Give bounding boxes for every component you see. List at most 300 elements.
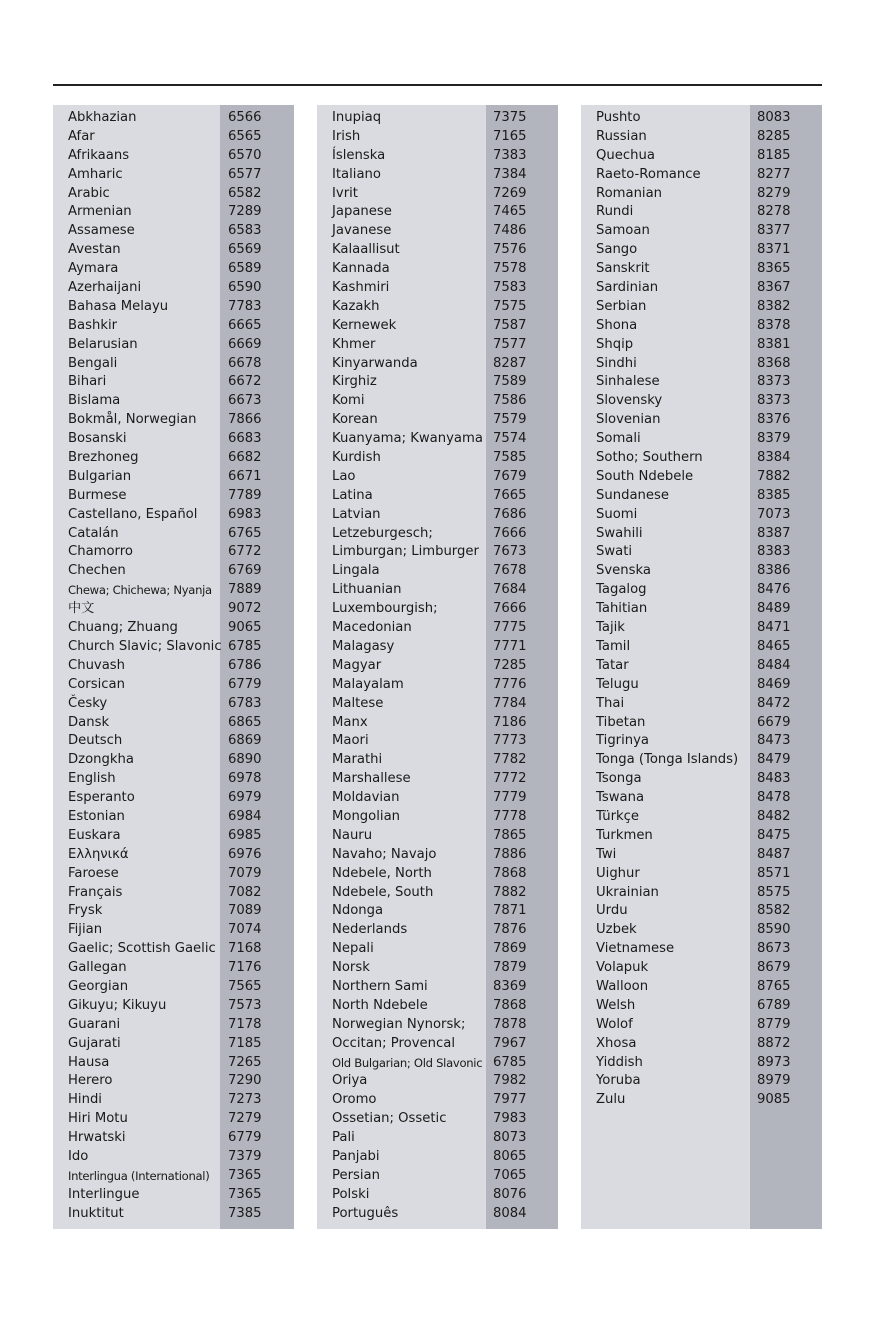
language-code: 6869 xyxy=(228,733,262,749)
language-name: Luxembourgish; xyxy=(332,601,438,617)
language-code: 7289 xyxy=(228,204,262,220)
language-row xyxy=(53,619,294,638)
language-code: 7982 xyxy=(493,1073,527,1089)
language-row xyxy=(581,978,822,997)
language-code: 8489 xyxy=(757,601,791,617)
language-code: 8471 xyxy=(757,620,791,636)
language-code: 8476 xyxy=(757,582,791,598)
language-name: Javanese xyxy=(332,223,392,239)
language-name: Interlingua (International) xyxy=(68,1168,210,1183)
language-name: Inupiaq xyxy=(332,110,382,125)
language-code: 8673 xyxy=(757,941,791,957)
language-name: Somali xyxy=(596,431,641,447)
language-row xyxy=(317,449,558,468)
language-name: Kalaallisut xyxy=(332,242,400,258)
language-row xyxy=(317,525,558,544)
language-row xyxy=(317,1054,558,1073)
language-row xyxy=(317,373,558,392)
language-name: Kurdish xyxy=(332,450,381,466)
language-row xyxy=(581,808,822,827)
language-row xyxy=(317,411,558,430)
language-name: Quechua xyxy=(596,147,655,163)
language-name: Armenian xyxy=(68,204,132,220)
language-name: Bengali xyxy=(68,355,118,371)
language-row xyxy=(317,884,558,903)
language-row xyxy=(581,600,822,619)
language-code: 7779 xyxy=(493,790,527,806)
language-list xyxy=(317,109,558,1224)
language-name: Amharic xyxy=(68,166,123,182)
language-code: 8571 xyxy=(757,865,791,881)
language-name: Abkhazian xyxy=(68,110,137,125)
language-code: 7574 xyxy=(493,431,527,447)
language-code: 7778 xyxy=(493,808,527,824)
language-row xyxy=(53,846,294,865)
language-name: Uighur xyxy=(596,865,640,881)
language-code: 8285 xyxy=(757,128,791,144)
language-code: 8367 xyxy=(757,280,791,296)
language-row xyxy=(581,1054,822,1073)
language-name: Maltese xyxy=(332,695,384,711)
language-code: 7772 xyxy=(493,771,527,787)
language-name: Uzbek xyxy=(596,922,637,938)
language-code: 8277 xyxy=(757,166,791,182)
language-code: 7871 xyxy=(493,903,527,919)
language-code: 7365 xyxy=(228,1186,262,1202)
language-name: Herero xyxy=(68,1073,113,1089)
language-row xyxy=(53,1205,294,1224)
language-code: 6786 xyxy=(228,657,262,673)
language-code: 8483 xyxy=(757,771,791,787)
language-row xyxy=(317,1091,558,1110)
language-name: Sango xyxy=(596,242,638,258)
language-name: Bosanski xyxy=(68,431,127,447)
language-code: 7784 xyxy=(493,695,527,711)
language-name: Welsh xyxy=(596,997,636,1013)
language-row xyxy=(53,468,294,487)
language-row xyxy=(317,1110,558,1129)
language-name: Italiano xyxy=(332,166,381,182)
language-row xyxy=(317,619,558,638)
language-code: 8383 xyxy=(757,544,791,560)
language-row xyxy=(53,1110,294,1129)
language-row xyxy=(53,808,294,827)
language-code: 8484 xyxy=(757,657,791,673)
language-name: Ido xyxy=(68,1148,89,1164)
language-row xyxy=(53,392,294,411)
language-name: Norsk xyxy=(332,960,370,976)
language-name: Romanian xyxy=(596,185,663,201)
language-code: 8387 xyxy=(757,525,791,541)
language-row xyxy=(317,241,558,260)
language-name: Arabic xyxy=(68,185,110,201)
language-code: 8469 xyxy=(757,676,791,692)
language-name: Russian xyxy=(596,128,647,144)
language-row xyxy=(581,695,822,714)
language-name: Pali xyxy=(332,1130,355,1146)
language-code: 6570 xyxy=(228,147,262,163)
language-row xyxy=(53,241,294,260)
language-row xyxy=(581,487,822,506)
language-name: Old Bulgarian; Old Slavonic xyxy=(332,1055,483,1070)
language-name: Ndebele, South xyxy=(332,884,434,900)
language-code: 6566 xyxy=(228,110,262,125)
language-code: 7385 xyxy=(228,1205,262,1221)
language-row xyxy=(581,109,822,128)
language-code: 7587 xyxy=(493,317,527,333)
language-code: 7577 xyxy=(493,336,527,352)
language-column-2 xyxy=(317,105,558,1229)
language-name: Marshallese xyxy=(332,771,411,787)
language-name: Oriya xyxy=(332,1073,368,1089)
language-name: Wolof xyxy=(596,1016,633,1032)
language-name: Marathi xyxy=(332,752,383,768)
language-name: Ελληνικά xyxy=(68,846,129,862)
language-row xyxy=(53,1072,294,1091)
language-name: Catalán xyxy=(68,525,119,541)
language-code: 7575 xyxy=(493,298,527,314)
language-code: 8382 xyxy=(757,298,791,314)
language-code: 8479 xyxy=(757,752,791,768)
language-row xyxy=(581,185,822,204)
language-row xyxy=(581,902,822,921)
language-name: Persian xyxy=(332,1167,380,1183)
language-name: Tahitian xyxy=(596,601,648,617)
language-name: Kuanyama; Kwanyama xyxy=(332,431,483,447)
language-code: 7889 xyxy=(228,582,262,598)
language-code: 8279 xyxy=(757,185,791,201)
language-row xyxy=(53,185,294,204)
language-code: 6765 xyxy=(228,525,262,541)
language-row xyxy=(53,166,294,185)
language-name: Hausa xyxy=(68,1054,110,1070)
language-row xyxy=(53,581,294,600)
language-name: Bokmål, Norwegian xyxy=(68,412,197,428)
language-name: Belarusian xyxy=(68,336,138,352)
language-code: 7876 xyxy=(493,922,527,938)
language-row xyxy=(581,751,822,770)
language-row xyxy=(317,1035,558,1054)
language-row xyxy=(581,865,822,884)
language-row xyxy=(581,128,822,147)
language-code: 6672 xyxy=(228,374,262,390)
language-code: 8478 xyxy=(757,790,791,806)
language-name: Svenska xyxy=(596,563,652,579)
language-name: Yiddish xyxy=(596,1054,643,1070)
language-code: 6582 xyxy=(228,185,262,201)
language-name: Sinhalese xyxy=(596,374,660,390)
language-code: 7666 xyxy=(493,525,527,541)
language-name: Inuktitut xyxy=(68,1205,124,1221)
language-row xyxy=(317,166,558,185)
language-code: 7565 xyxy=(228,978,262,994)
language-row xyxy=(581,676,822,695)
language-code: 8765 xyxy=(757,978,791,994)
language-name: Slovenian xyxy=(596,412,661,428)
language-code: 7886 xyxy=(493,846,527,862)
language-row xyxy=(317,638,558,657)
language-code: 9072 xyxy=(228,601,262,617)
language-row xyxy=(581,638,822,657)
language-row xyxy=(53,657,294,676)
language-name: Turkmen xyxy=(596,827,653,843)
language-row xyxy=(317,1205,558,1224)
language-code: 8185 xyxy=(757,147,791,163)
language-name: Português xyxy=(332,1205,399,1221)
language-row xyxy=(53,959,294,978)
language-code: 8287 xyxy=(493,355,527,371)
language-code: 8679 xyxy=(757,960,791,976)
language-code: 7089 xyxy=(228,903,262,919)
language-name: Samoan xyxy=(596,223,650,239)
language-name: 中文 xyxy=(68,601,95,617)
language-row xyxy=(581,525,822,544)
language-code: 7583 xyxy=(493,280,527,296)
language-code: 7273 xyxy=(228,1092,262,1108)
language-name: Gaelic; Scottish Gaelic xyxy=(68,941,216,957)
language-row xyxy=(317,581,558,600)
language-code: 8278 xyxy=(757,204,791,220)
language-code: 7265 xyxy=(228,1054,262,1070)
language-code: 7186 xyxy=(493,714,527,730)
language-name: Kashmiri xyxy=(332,280,390,296)
language-name: Tajik xyxy=(596,620,625,636)
language-code: 6671 xyxy=(228,468,262,484)
language-code: 8475 xyxy=(757,827,791,843)
language-name: Euskara xyxy=(68,827,121,843)
language-name: Panjabi xyxy=(332,1148,380,1164)
language-row xyxy=(317,1148,558,1167)
language-code: 8073 xyxy=(493,1130,527,1146)
language-code: 8065 xyxy=(493,1148,527,1164)
language-code: 8083 xyxy=(757,110,791,125)
language-name: Magyar xyxy=(332,657,382,673)
language-code: 6785 xyxy=(493,1054,527,1070)
language-code: 7684 xyxy=(493,582,527,598)
language-name: Tigrinya xyxy=(596,733,650,749)
language-code: 8472 xyxy=(757,695,791,711)
language-code: 6577 xyxy=(228,166,262,182)
language-code: 8381 xyxy=(757,336,791,352)
language-name: Limburgan; Limburger xyxy=(332,544,479,560)
language-row xyxy=(53,373,294,392)
language-name: Tsonga xyxy=(596,771,642,787)
language-column-3 xyxy=(581,105,822,1229)
language-row xyxy=(317,336,558,355)
language-row xyxy=(317,222,558,241)
language-row xyxy=(53,902,294,921)
language-row xyxy=(53,1091,294,1110)
language-code: 6779 xyxy=(228,676,262,692)
language-row xyxy=(53,430,294,449)
language-row xyxy=(317,317,558,336)
language-row xyxy=(581,827,822,846)
language-name: Komi xyxy=(332,393,365,409)
language-row xyxy=(317,978,558,997)
language-name: Burmese xyxy=(68,487,127,503)
language-code: 8384 xyxy=(757,450,791,466)
language-code: 6590 xyxy=(228,280,262,296)
language-row xyxy=(317,695,558,714)
language-name: Swati xyxy=(596,544,633,560)
language-code: 7082 xyxy=(228,884,262,900)
language-code: 7673 xyxy=(493,544,527,560)
language-name: Mongolian xyxy=(332,808,401,824)
language-name: Polski xyxy=(332,1186,370,1202)
language-row xyxy=(581,657,822,676)
language-name: Tswana xyxy=(596,790,645,806)
language-code: 7865 xyxy=(493,827,527,843)
language-row xyxy=(581,940,822,959)
language-row xyxy=(53,109,294,128)
language-row xyxy=(53,203,294,222)
language-name: Telugu xyxy=(596,676,639,692)
language-row xyxy=(53,317,294,336)
language-name: Corsican xyxy=(68,676,125,692)
language-name: Serbian xyxy=(596,298,647,314)
language-row xyxy=(53,1016,294,1035)
language-row xyxy=(317,260,558,279)
language-code: 8872 xyxy=(757,1035,791,1051)
language-row xyxy=(317,808,558,827)
language-row xyxy=(317,827,558,846)
language-name: Fijian xyxy=(68,922,103,938)
language-code: 6772 xyxy=(228,544,262,560)
language-code: 7589 xyxy=(493,374,527,390)
language-code: 7782 xyxy=(493,752,527,768)
language-code: 6783 xyxy=(228,695,262,711)
language-name: Bihari xyxy=(68,374,107,390)
language-code: 7585 xyxy=(493,450,527,466)
language-code: 7686 xyxy=(493,506,527,522)
language-code: 8084 xyxy=(493,1205,527,1221)
language-row xyxy=(317,109,558,128)
language-code: 7573 xyxy=(228,997,262,1013)
language-row xyxy=(53,1167,294,1186)
language-name: Khmer xyxy=(332,336,376,352)
language-code: 8487 xyxy=(757,846,791,862)
language-name: Chuang; Zhuang xyxy=(68,620,178,636)
language-code: 8365 xyxy=(757,261,791,277)
language-name: Bulgarian xyxy=(68,468,132,484)
language-code: 7375 xyxy=(493,110,527,125)
language-name: Français xyxy=(68,884,123,900)
language-code: 6589 xyxy=(228,261,262,277)
language-name: Moldavian xyxy=(332,790,400,806)
language-name: Sanskrit xyxy=(596,261,650,277)
language-name: Northern Sami xyxy=(332,978,428,994)
language-row xyxy=(53,562,294,581)
language-row xyxy=(581,562,822,581)
language-name: Kirghiz xyxy=(332,374,377,390)
language-code: 7073 xyxy=(757,506,791,522)
language-name: Church Slavic; Slavonic xyxy=(68,638,222,654)
language-code: 8368 xyxy=(757,355,791,371)
language-name: Xhosa xyxy=(596,1035,637,1051)
language-row xyxy=(317,562,558,581)
language-row xyxy=(581,336,822,355)
language-row xyxy=(53,449,294,468)
language-row xyxy=(53,997,294,1016)
language-name: Ivrit xyxy=(332,185,358,201)
language-name: Chechen xyxy=(68,563,126,579)
language-code: 6978 xyxy=(228,771,262,787)
language-name: Guarani xyxy=(68,1016,121,1032)
language-name: Raeto-Romance xyxy=(596,166,701,182)
language-row xyxy=(581,166,822,185)
language-code: 7868 xyxy=(493,865,527,881)
language-code: 7878 xyxy=(493,1016,527,1032)
language-row xyxy=(53,732,294,751)
language-row xyxy=(317,506,558,525)
language-code: 7176 xyxy=(228,960,262,976)
language-name: Pushto xyxy=(596,110,641,125)
language-row xyxy=(53,940,294,959)
language-row xyxy=(581,203,822,222)
language-row xyxy=(581,317,822,336)
language-code: 8369 xyxy=(493,978,527,994)
language-code: 8590 xyxy=(757,922,791,938)
language-name: Ndonga xyxy=(332,903,384,919)
language-code: 7578 xyxy=(493,261,527,277)
language-name: Malayalam xyxy=(332,676,404,692)
language-name: Thai xyxy=(596,695,625,711)
language-code: 6769 xyxy=(228,563,262,579)
language-row xyxy=(581,260,822,279)
language-name: Ukrainian xyxy=(596,884,659,900)
language-row xyxy=(53,543,294,562)
language-row xyxy=(317,355,558,374)
language-name: Hiri Motu xyxy=(68,1111,128,1127)
language-code: 7178 xyxy=(228,1016,262,1032)
language-row xyxy=(53,921,294,940)
language-row xyxy=(317,430,558,449)
language-row xyxy=(53,336,294,355)
language-code: 6985 xyxy=(228,827,262,843)
language-name: Nederlands xyxy=(332,922,408,938)
language-row xyxy=(581,392,822,411)
language-name: Norwegian Nynorsk; xyxy=(332,1016,466,1032)
language-code: 9085 xyxy=(757,1092,791,1108)
language-code: 7879 xyxy=(493,960,527,976)
language-name: Chuvash xyxy=(68,657,126,673)
language-row xyxy=(581,222,822,241)
language-row xyxy=(317,487,558,506)
language-name: Kinyarwanda xyxy=(332,355,418,371)
language-row xyxy=(53,147,294,166)
language-row xyxy=(581,543,822,562)
language-name: Tamil xyxy=(596,638,631,654)
language-code: 8076 xyxy=(493,1186,527,1202)
language-name: Slovensky xyxy=(596,393,663,409)
language-name: Twi xyxy=(596,846,617,862)
language-code: 6565 xyxy=(228,128,262,144)
language-code: 9065 xyxy=(228,620,262,636)
language-code: 8379 xyxy=(757,431,791,447)
language-row xyxy=(317,789,558,808)
language-name: Swahili xyxy=(596,525,643,541)
language-row xyxy=(581,1072,822,1091)
language-code: 7576 xyxy=(493,242,527,258)
language-row xyxy=(317,902,558,921)
language-code: 7290 xyxy=(228,1073,262,1089)
language-code: 6976 xyxy=(228,846,262,862)
language-name: Manx xyxy=(332,714,368,730)
language-code: 7185 xyxy=(228,1035,262,1051)
language-code: 6865 xyxy=(228,714,262,730)
language-code: 6979 xyxy=(228,790,262,806)
language-row xyxy=(53,222,294,241)
